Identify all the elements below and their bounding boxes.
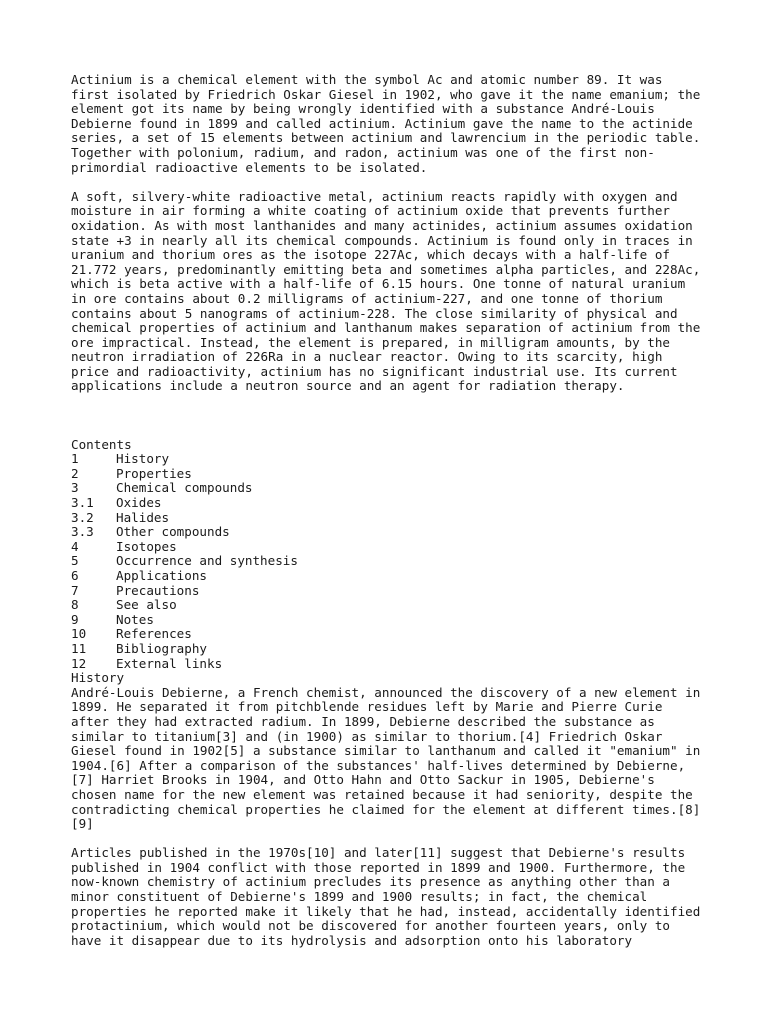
text-line: Actinium is a chemical element with the symbol Ac and atomic number 89. It was (71, 72, 663, 87)
history-heading: History (71, 670, 125, 686)
text-line: Debierne found in 1899 and called actinium. Actinium gave the name to the actinide (71, 115, 693, 131)
toc-number: 3.3 (71, 524, 94, 540)
toc-item[interactable] (71, 496, 711, 511)
text-line: chosen name for the new element was retained because it had seniority, despite the (71, 786, 693, 802)
toc-item[interactable] (71, 569, 711, 584)
text-line: contradicting chemical properties he claimed for the element at different times.[8] (71, 801, 701, 817)
text-line: 21.772 years, predominantly emitting beta and sometimes alpha particles, and 228Ac, (71, 261, 701, 277)
toc-number: 8 (71, 597, 79, 613)
history-section (71, 671, 711, 948)
text-line: similar to titanium[3] and (in 1900) as similar to thorium.[4] Friedrich Oskar (71, 728, 663, 744)
toc-number: 5 (71, 553, 79, 569)
text-line: after they had extracted radium. In 1899, Debierne described the substance as (71, 713, 655, 729)
text-line: Articles published in the 1970s[10] and later[11] suggest that Debierne's results (71, 845, 686, 861)
toc-title: Bibliography (116, 640, 207, 656)
toc-item[interactable] (71, 452, 711, 467)
toc-number: 3.2 (71, 509, 94, 525)
toc-item[interactable] (71, 525, 711, 540)
text-line: in ore contains about 0.2 milligrams of actinium-227, and one tonne of thorium (71, 290, 663, 306)
text-line: primordial radioactive elements to be isolated. (71, 159, 428, 175)
text-line: A soft, silvery-white radioactive metal, actinium reacts rapidly with oxygen and (71, 188, 678, 204)
text-line: André-Louis Debierne, a French chemist, announced the discovery of a new element in (71, 684, 701, 700)
text-line: 1904.[6] After a comparison of the substances' half-lives determined by Debierne, (71, 757, 686, 773)
toc-title: Chemical compounds (116, 480, 253, 496)
text-line: now-known chemistry of actinium precludes its presence as anything other than a (71, 874, 670, 890)
text-line: chemical properties of actinium and lanthanum makes separation of actinium from the (71, 320, 701, 336)
toc-title: Oxides (116, 495, 162, 511)
toc-title: Notes (116, 611, 154, 627)
toc-title: Other compounds (116, 524, 230, 540)
toc-item[interactable] (71, 540, 711, 555)
table-of-contents (71, 438, 711, 672)
toc-number: 9 (71, 611, 79, 627)
toc-number: 3 (71, 480, 79, 496)
text-line: which is beta active with a half-life of 6.15 hours. One tonne of natural uranium (71, 276, 686, 292)
spacer (71, 409, 711, 438)
toc-item[interactable] (71, 627, 711, 642)
text-line: have it disappear due to its hydrolysis and adsorption onto his laboratory (71, 932, 633, 948)
toc-item[interactable] (71, 598, 711, 613)
toc-number: 7 (71, 582, 79, 598)
toc-item[interactable] (71, 467, 711, 482)
toc-number: 12 (71, 655, 87, 671)
toc-number: 2 (71, 465, 79, 481)
text-line: series, a set of 15 elements between actinium and lawrencium in the periodic table. (71, 130, 701, 146)
toc-item[interactable] (71, 511, 711, 526)
text-line: minor constituent of Debierne's 1899 and 1900 results; in fact, the chemical (71, 889, 648, 905)
toc-item[interactable] (71, 642, 711, 657)
text-line: Together with polonium, radium, and radon, actinium was one of the first non- (71, 144, 655, 160)
toc-title: Occurrence and synthesis (116, 553, 298, 569)
text-line: neutron irradiation of 226Ra in a nuclear reactor. Owing to its scarcity, high (71, 349, 663, 365)
text-line: state +3 in nearly all its chemical compounds. Actinium is found only in traces in (71, 232, 693, 248)
toc-title: Precautions (116, 582, 200, 598)
toc-title: Properties (116, 465, 192, 481)
text-line: 1899. He separated it from pitchblende residues left by Marie and Pierre Curie (71, 699, 663, 715)
toc-number: 4 (71, 538, 79, 554)
text-line: Giesel found in 1902[5] a substance similar to lanthanum and called it "emanium" in (71, 743, 701, 759)
text-line: [7] Harriet Brooks in 1904, and Otto Hahn and Otto Sackur in 1905, Debierne's (71, 772, 655, 788)
history-paragraph-1 (71, 686, 711, 832)
text-line: ore impractical. Instead, the element is prepared, in milligram amounts, by the (71, 334, 670, 350)
text-line: applications include a neutron source and an agent for radiation therapy. (71, 378, 625, 394)
toc-number: 6 (71, 568, 79, 583)
toc-title: Applications (116, 568, 207, 583)
toc-title: History (116, 451, 170, 467)
toc-item[interactable] (71, 584, 711, 599)
toc-item[interactable] (71, 657, 711, 672)
toc-title: Halides (116, 509, 170, 525)
toc-title: References (116, 626, 192, 642)
text-line: uranium and thorium ores as the isotope 227Ac, which decays with a half-life of (71, 247, 670, 263)
toc-title: External links (116, 655, 223, 671)
toc-number: 10 (71, 626, 87, 642)
toc-item[interactable] (71, 554, 711, 569)
intro-paragraph-1 (71, 73, 711, 175)
text-line: contains about 5 nanograms of actinium-228. The close similarity of physical and (71, 305, 678, 321)
document-page (71, 73, 711, 963)
toc-item[interactable] (71, 481, 711, 496)
toc-title: See also (116, 597, 177, 613)
contents-heading: Contents (71, 436, 132, 452)
text-line: protactinium, which would not be discovered for another fourteen years, only to (71, 918, 670, 934)
text-line: published in 1904 conflict with those reported in 1899 and 1900. Furthermore, the (71, 859, 686, 875)
text-line: price and radioactivity, actinium has no significant industrial use. Its current (71, 363, 678, 379)
text-line: properties he reported make it likely that he had, instead, accidentally identified (71, 903, 701, 919)
toc-number: 11 (71, 640, 87, 656)
history-paragraph-2 (71, 846, 711, 948)
text-line: oxidation. As with most lanthanides and many actinides, actinium assumes oxidation (71, 217, 693, 233)
text-line: moisture in air forming a white coating of actinium oxide that prevents further (71, 203, 670, 219)
toc-item[interactable] (71, 613, 711, 628)
text-line: element got its name by being wrongly identified with a substance André-Louis (71, 101, 655, 117)
toc-number: 3.1 (71, 495, 94, 511)
toc-number: 1 (71, 451, 79, 467)
text-line: [9] (71, 816, 94, 832)
text-line: first isolated by Friedrich Oskar Giesel in 1902, who gave it the name emanium; the (71, 86, 701, 102)
toc-title: Isotopes (116, 538, 177, 554)
intro-paragraph-2 (71, 190, 711, 394)
